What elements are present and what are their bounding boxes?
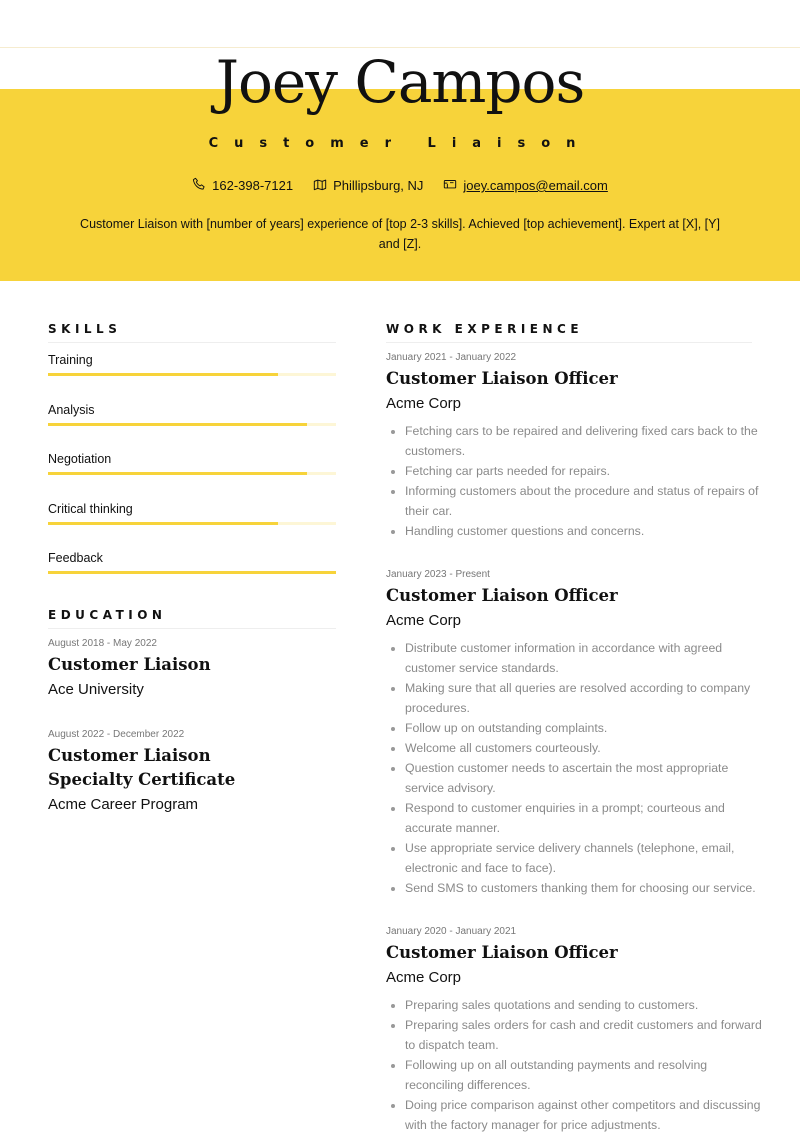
education-degree: Customer Liaison bbox=[48, 655, 211, 674]
job-title: Customer Liaison Officer bbox=[386, 943, 618, 962]
job-bullet: • Use appropriate service delivery channels (telephone, email, electronic and face to face). bbox=[405, 838, 766, 878]
job-bullet: • Fetching cars to be repaired and delivering fixed cars back to the customers. bbox=[405, 421, 766, 461]
education-dates: August 2022 - December 2022 bbox=[48, 729, 185, 740]
skill-item bbox=[48, 352, 336, 376]
job-bullet: • Fetching car parts needed for repairs. bbox=[405, 461, 766, 481]
candidate-name: Joey Campos bbox=[215, 48, 585, 116]
job-entry bbox=[386, 569, 766, 898]
job-bullet: • Question customer needs to ascertain the most appropriate service advisory. bbox=[405, 758, 766, 798]
experience-heading: WORK EXPERIENCE bbox=[386, 322, 584, 336]
phone-text: 162-398-7121 bbox=[212, 178, 294, 193]
candidate-role: Customer Liaison bbox=[208, 136, 592, 151]
job-bullet: • Preparing sales orders for cash and credit customers and forward to dispatch team. bbox=[405, 1015, 766, 1055]
job-title: Customer Liaison Officer bbox=[386, 369, 618, 388]
job-bullet: • Making sure that all queries are resolved according to company procedures. bbox=[405, 678, 766, 718]
job-company: Acme Corp bbox=[386, 395, 462, 412]
mailbox-icon bbox=[443, 177, 457, 194]
email-link[interactable]: joey.campos@email.com bbox=[463, 178, 608, 193]
skill-bar-fill bbox=[48, 423, 307, 426]
job-company: Acme Corp bbox=[386, 612, 462, 629]
skill-item bbox=[48, 501, 336, 525]
skill-item bbox=[48, 451, 336, 475]
job-bullet: • Handling customer questions and concerns. bbox=[405, 521, 766, 541]
job-bullet: • Send SMS to customers thanking them for choosing our service. bbox=[405, 878, 766, 898]
skill-bar-fill bbox=[48, 522, 278, 525]
education-item bbox=[48, 638, 348, 701]
skills-divider bbox=[48, 342, 336, 343]
education-school: Acme Career Program bbox=[48, 796, 199, 813]
skill-label: Critical thinking bbox=[48, 502, 133, 516]
skill-bar-fill bbox=[48, 571, 336, 574]
job-bullet: • Following up on all outstanding payments and resolving reconciling differences. bbox=[405, 1055, 766, 1095]
skill-item bbox=[48, 402, 336, 426]
job-bullets bbox=[386, 421, 766, 541]
job-bullet: • Doing price comparison against other competitors and discussing with the factory manager for price adjustments. bbox=[405, 1095, 766, 1135]
skill-bar bbox=[48, 472, 336, 475]
skill-bar bbox=[48, 571, 336, 574]
job-dates: January 2021 - January 2022 bbox=[386, 352, 517, 363]
education-divider bbox=[48, 628, 336, 629]
skill-bar bbox=[48, 423, 336, 426]
job-dates: January 2020 - January 2021 bbox=[386, 926, 517, 937]
job-bullet: • Respond to customer enquiries in a prompt; courteous and accurate manner. bbox=[405, 798, 766, 838]
skill-bar bbox=[48, 373, 336, 376]
skill-label: Training bbox=[48, 353, 93, 367]
skill-item bbox=[48, 550, 336, 574]
contact-location bbox=[313, 177, 423, 194]
contact-phone bbox=[192, 177, 293, 194]
education-heading: EDUCATION bbox=[48, 608, 167, 622]
skill-bar-fill bbox=[48, 373, 278, 376]
skill-label: Negotiation bbox=[48, 452, 112, 466]
job-bullets bbox=[386, 638, 766, 898]
job-title: Customer Liaison Officer bbox=[386, 586, 618, 605]
education-item bbox=[48, 729, 348, 816]
skill-label: Analysis bbox=[48, 403, 95, 417]
job-bullets bbox=[386, 995, 766, 1135]
skills-heading: SKILLS bbox=[48, 322, 122, 336]
job-dates: January 2023 - Present bbox=[386, 569, 490, 580]
job-bullet: • Informing customers about the procedure and status of repairs of their car. bbox=[405, 481, 766, 521]
phone-icon bbox=[192, 177, 206, 194]
map-icon bbox=[313, 177, 327, 194]
contact-email[interactable] bbox=[443, 177, 607, 194]
contact-row bbox=[0, 177, 800, 194]
job-bullet: • Welcome all customers courteously. bbox=[405, 738, 766, 758]
education-degree: Customer Liaison Specialty Certificate bbox=[48, 746, 236, 789]
summary-text: Customer Liaison with [number of years] experience of [top 2-3 skills]. Achieved [top achievement]. Expert at [X], [Y] and [Z]. bbox=[80, 217, 720, 251]
education-school: Ace University bbox=[48, 681, 144, 698]
skill-bar-fill bbox=[48, 472, 307, 475]
job-bullet: • Follow up on outstanding complaints. bbox=[405, 718, 766, 738]
job-bullet: • Preparing sales quotations and sending to customers. bbox=[405, 995, 766, 1015]
job-entry bbox=[386, 926, 766, 1135]
education-dates: August 2018 - May 2022 bbox=[48, 638, 157, 649]
experience-divider bbox=[386, 342, 752, 343]
job-company: Acme Corp bbox=[386, 969, 462, 986]
skill-bar bbox=[48, 522, 336, 525]
location-text: Phillipsburg, NJ bbox=[333, 178, 424, 193]
job-bullet: • Distribute customer information in accordance with agreed customer service standards. bbox=[405, 638, 766, 678]
job-entry bbox=[386, 352, 766, 541]
skill-label: Feedback bbox=[48, 551, 103, 565]
